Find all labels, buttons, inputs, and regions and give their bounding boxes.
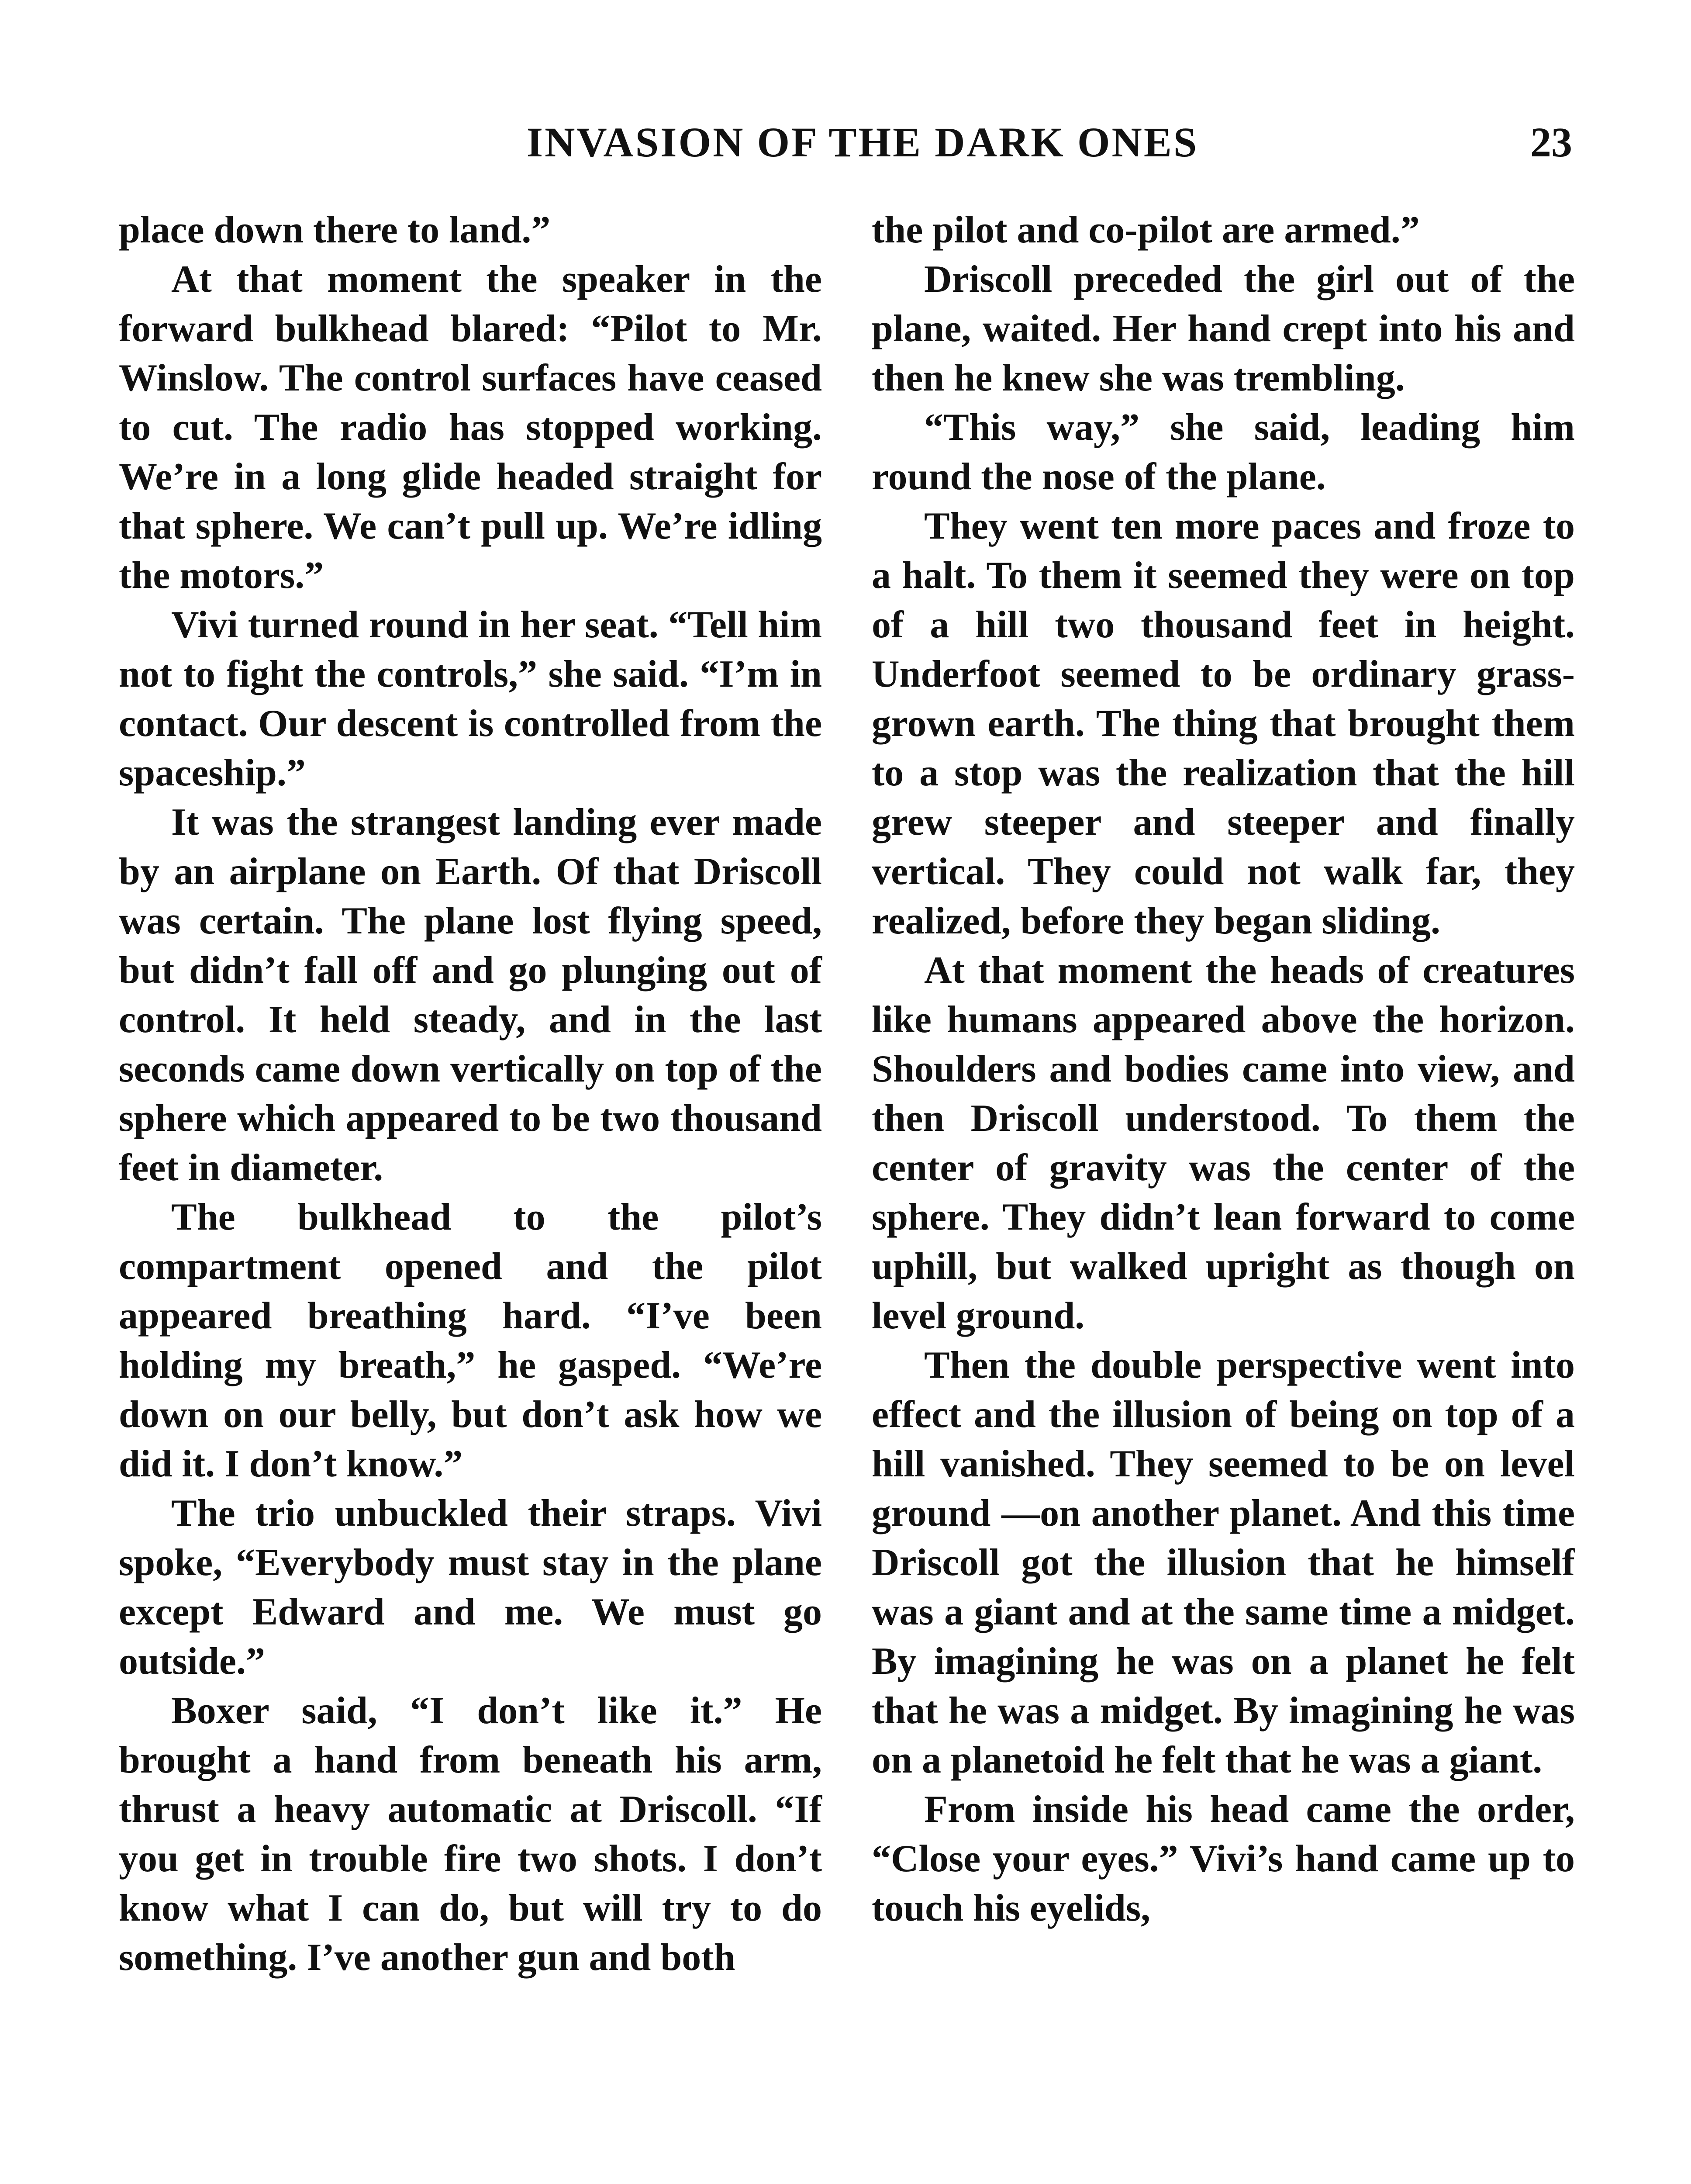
paragraph: Driscoll preceded the girl out of the plane, waited. Her hand crept into his and then he knew she was trembling. bbox=[872, 258, 1575, 399]
paragraph: “This way,” she said, leading him round the nose of the plane. bbox=[872, 406, 1575, 498]
paragraph: Then the double perspective went into effect and the illusion of being on top of a hill vanished. They seemed to be on level ground —on another planet. And this time Driscoll got the illusion that he himself was a giant and at the same time a midget. By imagining he was on a planet he felt that he was a midget. By imagining he was on a planetoid he felt that he was a giant. bbox=[872, 1344, 1575, 1781]
page-number: 23 bbox=[1530, 119, 1572, 166]
paragraph: From inside his head came the order, “Close your eyes.” Vivi’s hand came up to touch his eyelids, bbox=[872, 1788, 1575, 1929]
paragraph: Vivi turned round in her seat. “Tell him not to fight the controls,” she said. “I’m in contact. Our descent is controlled from the spaceship.” bbox=[119, 604, 822, 794]
paragraph: At that moment the heads of creatures like humans appeared above the horizon. Shoulders and bodies came into view, and then Driscoll understood. To them the center of gravity was the center of the sphere. They didn’t lean forward to come uphill, but walked upright as though on level ground. bbox=[872, 949, 1575, 1337]
paragraph: The trio unbuckled their straps. Vivi spoke, “Everybody must stay in the plane except Edward and me. We must go outside.” bbox=[119, 1492, 822, 1683]
running-title: INVASION OF THE DARK ONES bbox=[526, 119, 1199, 166]
paragraph: Boxer said, “I don’t like it.” He brought a hand from beneath his arm, thrust a heavy automatic at Driscoll. “If you get in trouble fire two shots. I don’t know what I can do, but will try to do something. I’ve another gun and both bbox=[119, 1690, 822, 1979]
right-text-column bbox=[872, 205, 1575, 1933]
paragraph: The bulkhead to the pilot’s compartment opened and the pilot appeared breathing hard. “I’ve been holding my breath,” he gasped. “We’re down on our belly, but don’t ask how we did it. I don’t know.” bbox=[119, 1196, 822, 1485]
left-text-column bbox=[119, 205, 822, 1982]
paragraph: It was the strangest landing ever made by an airplane on Earth. Of that Driscoll was certain. The plane lost flying speed, but didn’t fall off and go plunging out of control. It held steady, and in the last seconds came down vertically on top of the sphere which appeared to be two thousand feet in diameter. bbox=[119, 801, 822, 1189]
paragraph: They went ten more paces and froze to a halt. To them it seemed they were on top of a hill two thousand feet in height. Underfoot seemed to be ordinary grass-grown earth. The thing that brought them to a stop was the realization that the hill grew steeper and steeper and finally vertical. They could not walk far, they realized, before they began sliding. bbox=[872, 505, 1575, 942]
paragraph: place down there to land.” bbox=[119, 209, 551, 251]
paragraph: At that moment the speaker in the forward bulkhead blared: “Pilot to Mr. Winslow. The control surfaces have ceased to cut. The radio has stopped working. We’re in a long glide headed straight for that sphere. We can’t pull up. We’re idling the motors.” bbox=[119, 258, 822, 597]
paragraph: the pilot and co-pilot are armed.” bbox=[872, 209, 1420, 251]
